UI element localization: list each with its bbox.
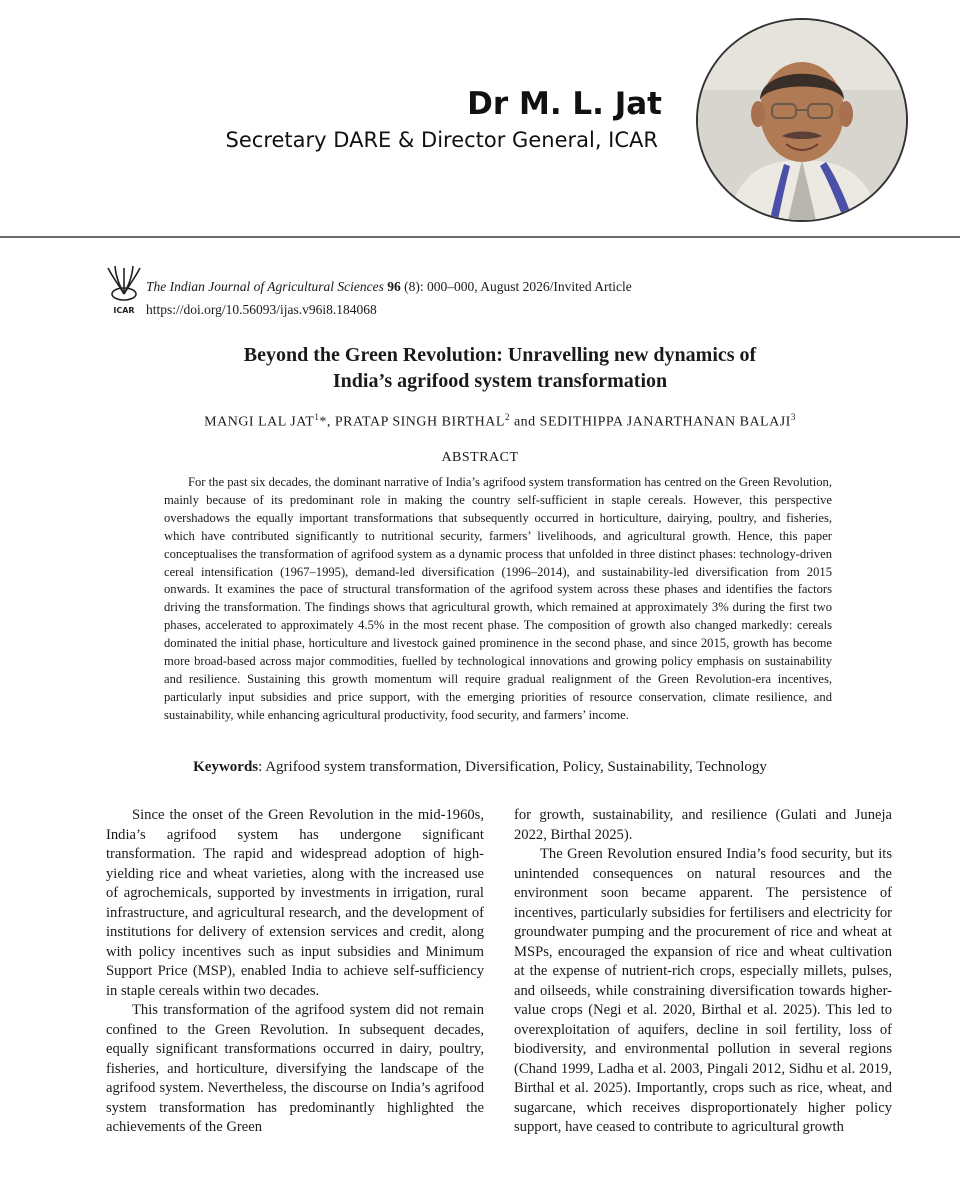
icar-logo-text: ICAR xyxy=(113,306,135,315)
abstract-heading: ABSTRACT xyxy=(441,450,519,465)
author-affil-1: 1 xyxy=(314,412,320,422)
author-affil-2: 2 xyxy=(504,412,510,422)
author-role: Secretary DARE & Director General, ICAR xyxy=(225,128,658,152)
header-banner xyxy=(0,0,960,236)
keywords-label: Keywords xyxy=(193,759,259,775)
journal-issue: (8): 000–000, August 2026/Invited Article xyxy=(400,279,632,294)
title-line-2: India’s agrifood system transformation xyxy=(332,370,668,392)
title-line-1: Beyond the Green Revolution: Unravelling new dynamics of xyxy=(243,344,757,366)
body-paragraph: The Green Revolution ensured India’s food security, but its unintended consequences on natural resources and the environment soon became apparent. The persistence of incentives, particularly subsidies for fertilisers and electricity for groundwater pumping and the procurement of rice and wheat at MSPs, encouraged the expansion of rice and wheat cultivation at the expense of nutrient-rich crops, especially millets, pulses, and oilseeds, while constraining diversification towards higher-value crops (Negi et al. 2020, Birthal et al. 2025). This led to overexploitation of aquifers, decline in soil fertility, loss of biodiversity, and environmental pollution in several regions (Chand 1999, Ladha et al. 2003, Pingali 2012, Sidhu et al. 2019, Birthal et al. 2025). Importantly, crops such as rice, wheat, and sugarcane, which receives disproportionately higher policy support, have ceased to contribute to agricultural growth xyxy=(514,846,892,1135)
journal-volume: 96 xyxy=(387,279,401,294)
doi-link[interactable]: https://doi.org/10.56093/ijas.v96i8.184068 xyxy=(146,302,377,317)
body-column-left xyxy=(106,806,484,1138)
abstract-text: For the past six decades, the dominant narrative of India’s agrifood system transformation has centred on the Green Revolution, mainly because of its predominant role in making the country self-sufficient in staple cereals. However, this perspective overshadows the equally important transformations that subsequently occurred in horticulture, dairying, poultry, and fisheries, which have contributed significantly to nutritional security, farmers’ livelihoods, and agricultural growth. Hence, this paper conceptualises the transformation of agrifood system as a dynamic process that unfolded in three distinct phases: technology-driven cereal intensification (1967–1995), demand-led diversification (1996–2014), and sustainability-led diversification from 2015 onwards. It examines the pace of structural transformation of the agrifood system across these phases and identifies the factors driving the transformation. The findings shows that agricultural growth, which remained at approximately 3% during the first two phases, accelerated to approximately 4.5% in the most recent phase. The composition of growth also changed markedly: cereals dominated the initial phase, horticulture and livestock gained prominence in the second phase, and since 2015, growth has become more broad-based across major commodities, fuelled by technological innovations and growing policy emphasis on sustainability and resilience. Sustaining this growth momentum will require gradual realignment of the Green Revolution-era incentives, particularly input subsidies and price support, with the emerging priorities of resource conservation, climate resilience, and sustainability, while enhancing agricultural productivity, food security, and farmers’ income. xyxy=(164,475,832,722)
header-divider xyxy=(0,236,960,238)
body-paragraph: This transformation of the agrifood system did not remain confined to the Green Revolution. In subsequent decades, equally significant transformations occurred in dairy, poultry, fisheries, and horticulture, diversifying the landscape of the agrifood system. Nevertheless, the discourse on India’s agrifood system transformation has predominantly highlighted the achievements of the Green xyxy=(106,1002,484,1135)
keywords-list: : Agrifood system transformation, Diversification, Policy, Sustainability, Technology xyxy=(258,759,767,775)
author-name-3: SEDITHIPPA JANARTHANAN BALAJI xyxy=(539,414,791,430)
paper-title xyxy=(120,342,880,394)
author-list xyxy=(100,412,900,431)
icar-logo xyxy=(104,260,144,316)
author-name-1: MANGI LAL JAT xyxy=(204,414,315,430)
body-paragraph: for growth, sustainability, and resilience (Gulati and Juneja 2022, Birthal 2025). xyxy=(514,807,892,843)
author-sep-2: and xyxy=(509,414,540,430)
journal-name: The Indian Journal of Agricultural Sciences xyxy=(146,279,384,294)
journal-citation xyxy=(146,279,632,295)
author-sep-1: *, xyxy=(319,414,335,430)
body-paragraph: Since the onset of the Green Revolution in the mid-1960s, India’s agrifood system has undergone significant transformation. The rapid and widespread adoption of high-yielding rice and wheat varieties, along with the increased use of agrochemicals, supported by investments in irrigation, rural infrastructure, and agricultural research, and the development of institutions for delivery of extension services and credit, along with policy incentives such as input subsidies and Minimum Support Price (MSP), enabled India to achieve self-sufficiency in staple cereals within two decades. xyxy=(106,807,484,999)
author-name-2: PRATAP SINGH BIRTHAL xyxy=(334,414,505,430)
author-name: Dr M. L. Jat xyxy=(467,86,662,122)
portrait-image xyxy=(698,20,906,220)
body-column-right xyxy=(514,806,892,1138)
author-portrait xyxy=(696,18,908,222)
author-affil-3: 3 xyxy=(790,412,796,422)
keywords xyxy=(0,759,960,776)
